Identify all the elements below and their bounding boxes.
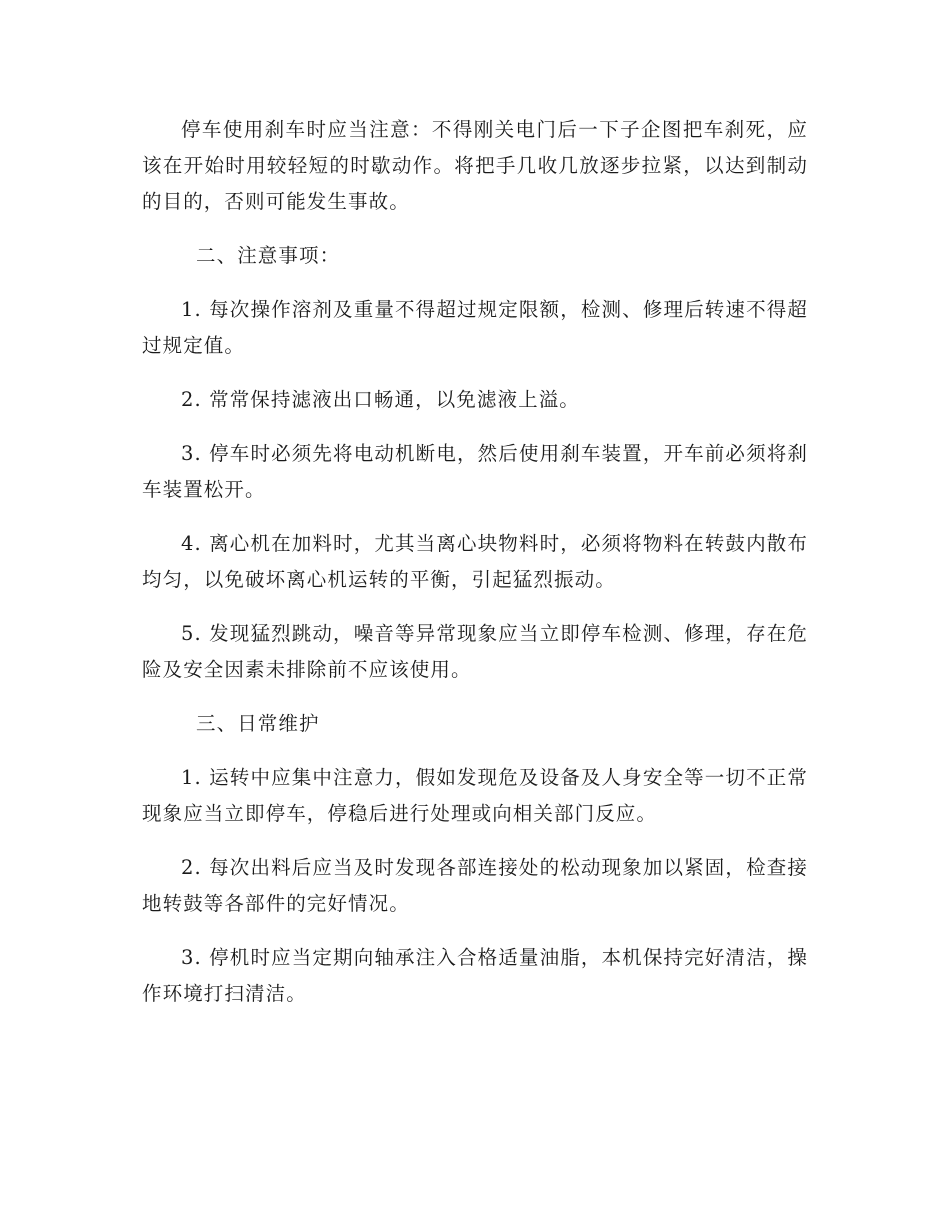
precaution-item-3: 3. 停车时必须先将电动机断电，然后使用刹车装置，开车前必须将刹车装置松开。: [142, 442, 808, 501]
maintenance-item-2: 2. 每次出料后应当及时发现各部连接处的松动现象加以紧固，检查接地转鼓等各部件的完好情况。: [142, 856, 808, 915]
section-heading-maintenance: 三、日常维护: [196, 712, 320, 735]
precaution-item-2: 2. 常常保持滤液出口畅通，以免滤液上溢。: [181, 388, 580, 411]
document-body: [142, 112, 808, 1012]
precaution-item-4: 4. 离心机在加料时，尤其当离心块物料时，必须将物料在转鼓内散布均匀，以免破坏离心机运转的平衡，引起猛烈振动。: [142, 532, 808, 591]
maintenance-item-3: 3. 停机时应当定期向轴承注入合格适量油脂，本机保持完好清洁，操作环境打扫清洁。: [142, 946, 808, 1005]
section-heading-precautions: 二、注意事项：: [196, 244, 341, 267]
intro-paragraph: 停车使用刹车时应当注意：不得刚关电门后一下子企图把车刹死，应该在开始时用较轻短的时歇动作。将把手几收几放逐步拉紧，以达到制动的目的，否则可能发生事故。: [142, 118, 808, 213]
precaution-item-1: 1. 每次操作溶剂及重量不得超过规定限额，检测、修理后转速不得超过规定值。: [142, 298, 808, 357]
precaution-item-5: 5. 发现猛烈跳动，噪音等异常现象应当立即停车检测、修理，存在危险及安全因素未排除前不应该使用。: [142, 622, 808, 681]
maintenance-item-1: 1. 运转中应集中注意力，假如发现危及设备及人身安全等一切不正常现象应当立即停车，停稳后进行处理或向相关部门反应。: [142, 766, 808, 825]
